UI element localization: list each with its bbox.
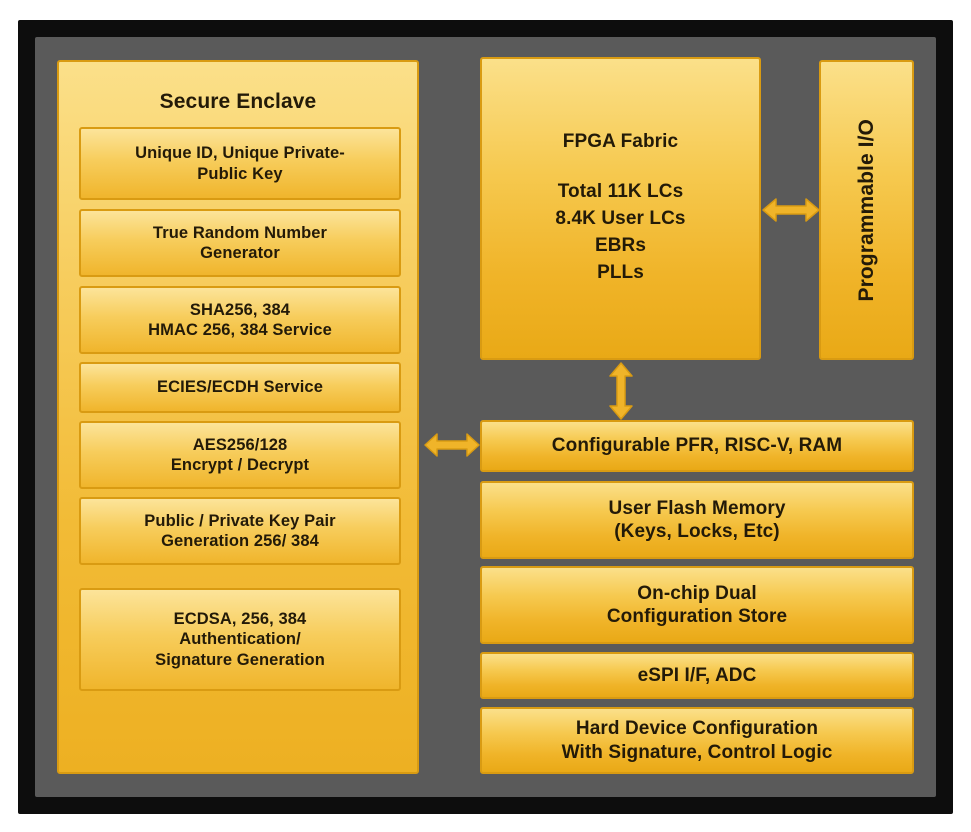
secure-enclave-block [57,60,419,774]
enclave-item-sha-hmac [79,286,401,354]
enclave-item-ecdsa [79,588,401,691]
block-line: (Keys, Locks, Etc) [614,521,780,542]
fpga-fabric-block [480,57,761,360]
fpga-fabric-spec: PLLs [597,262,644,284]
enclave-item-line: AES256/128 [192,435,288,454]
block-line: Configurable PFR, RISC-V, RAM [551,435,843,457]
block-line: With Signature, Control Logic [561,741,833,763]
block-line: Hard Device Configuration [575,718,819,740]
enclave-item-line: Public / Private Key Pair [144,511,336,530]
enclave-item-line: Authentication/ [179,630,301,649]
enclave-item-line: Public Key [197,164,283,183]
enclave-item-key-pair [79,497,401,565]
programmable-io-block [819,60,914,360]
user-flash-memory-block [480,481,914,559]
enclave-item-line: SHA256, 384 [189,300,291,319]
espi-adc-block [480,652,914,699]
arrow-enclave-to-pfr [424,431,480,459]
enclave-item-line: ECDSA, 256, 384 [173,610,307,629]
enclave-item-trng [79,209,401,277]
enclave-item-aes [79,421,401,489]
fpga-fabric-spec: 8.4K User LCs [555,208,686,230]
on-chip-dual-config-store-block [480,566,914,644]
enclave-item-line: HMAC 256, 384 Service [148,321,332,339]
enclave-item-line: True Random Number [152,223,328,242]
fpga-fabric-spec: EBRs [594,235,647,257]
block-line: On-chip Dual [637,582,757,604]
configurable-pfr-block [480,420,914,472]
enclave-item-unique-id [79,127,401,200]
programmable-io-label: Programmable I/O [854,118,878,302]
arrow-fabric-to-io [762,196,820,224]
enclave-item-ecies-ecdh [79,362,401,413]
block-line: User Flash Memory [608,497,786,519]
fpga-fabric-spec: Total 11K LCs [557,181,684,203]
block-line: Configuration Store [606,606,788,627]
enclave-item-line: Encrypt / Decrypt [170,456,310,474]
enclave-item-line: Generator [200,244,280,262]
enclave-item-line: Generation 256/ 384 [161,532,319,550]
enclave-item-line: Signature Generation [155,650,325,669]
block-line: eSPI I/F, ADC [637,664,757,686]
fpga-fabric-title: FPGA Fabric [562,130,679,152]
hard-device-configuration-block [480,707,914,774]
arrow-fabric-to-pfr [607,362,635,420]
secure-enclave-title: Secure Enclave [159,90,317,113]
enclave-item-line: ECIES/ECDH Service [157,378,323,397]
enclave-item-line: Unique ID, Unique Private- [135,144,345,163]
